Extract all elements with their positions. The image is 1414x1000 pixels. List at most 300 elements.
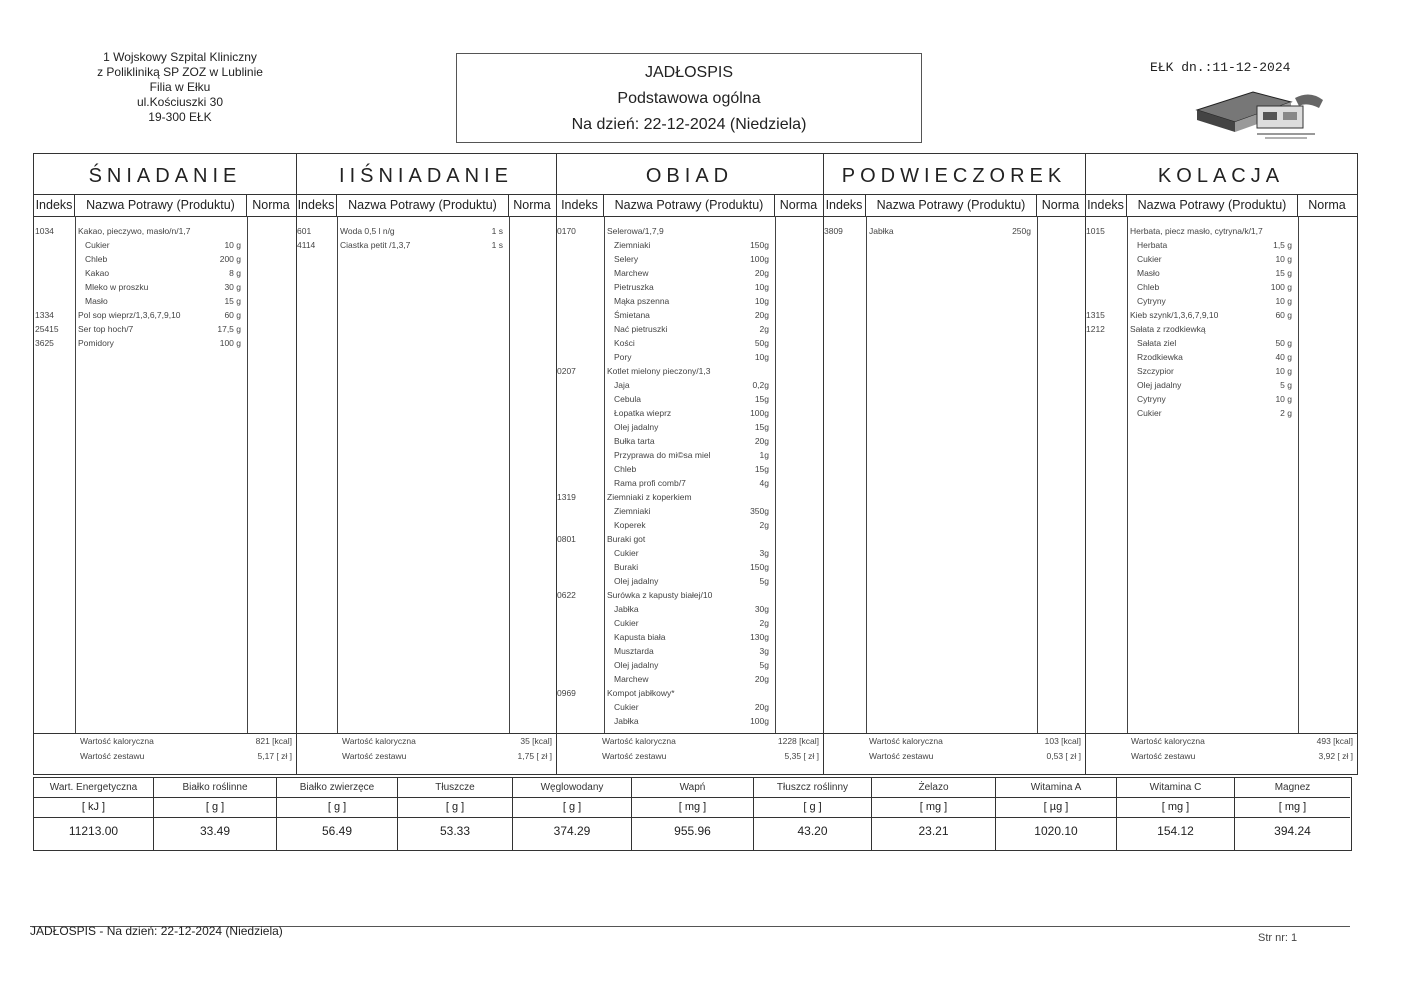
- row-index: 1212: [1086, 324, 1105, 334]
- menu-row: [556, 392, 823, 406]
- header-name: Nazwa Potrawy (Produktu): [866, 194, 1037, 216]
- row-index: 0622: [557, 590, 576, 600]
- row-name: Musztarda: [614, 646, 654, 656]
- nutrient-unit: [ mg ]: [1235, 798, 1350, 818]
- row-name: Kompot jabłkowy*: [607, 688, 675, 698]
- row-norm: 100 g: [1270, 282, 1292, 292]
- row-index: 0170: [557, 226, 576, 236]
- nutrient-name: Białko roślinne: [154, 778, 276, 798]
- meal-title: ŚNIADANIE: [34, 154, 296, 195]
- row-norm: 15g: [754, 394, 769, 404]
- row-norm: 150g: [750, 240, 769, 250]
- row-name: Kotlet mielony pieczony/1,3: [607, 366, 711, 376]
- row-norm: 100g: [750, 408, 769, 418]
- menu-row: [556, 224, 823, 238]
- row-name: Cukier: [1137, 254, 1162, 264]
- header-name: Nazwa Potrawy (Produktu): [604, 194, 775, 216]
- nutrient-name: Tłuszcz roślinny: [754, 778, 871, 798]
- row-name: Selery: [614, 254, 639, 264]
- header-norm: Norma: [1041, 198, 1080, 212]
- nutrient-unit: [ mg ]: [872, 798, 995, 818]
- header-index: Indeks: [823, 194, 866, 216]
- nutrient-name: Witamina C: [1117, 778, 1234, 798]
- meal-column: [34, 154, 297, 774]
- row-name: Ciastka petit /1,3,7: [340, 240, 411, 250]
- nutrient-value: 33.49: [199, 824, 231, 838]
- nutrition-cell: [632, 778, 754, 850]
- row-name: Kapusta biała: [614, 632, 666, 642]
- menu-row: [1085, 350, 1357, 364]
- hospital-line: Filia w Ełku: [149, 80, 211, 94]
- row-norm: 10g: [754, 352, 769, 362]
- row-name: Nać pietruszki: [614, 324, 668, 334]
- menu-row: [556, 518, 823, 532]
- cost-label: Wartość zestawu: [869, 751, 934, 761]
- kcal-label: Wartość kaloryczna: [869, 736, 943, 746]
- nutrient-value: 154.12: [1157, 824, 1194, 838]
- menu-row: [34, 252, 296, 266]
- meal-summary: [823, 733, 1085, 774]
- header-norm: Norma: [513, 198, 551, 212]
- title-box: [456, 53, 922, 143]
- menu-row: [1085, 280, 1357, 294]
- hospital-line: 19-300 EŁK: [148, 110, 212, 124]
- menu-row: [556, 308, 823, 322]
- kcal-value: 493 [kcal]: [1316, 736, 1353, 746]
- row-name: Łopatka wieprz: [614, 408, 672, 418]
- row-name: Jaja: [614, 380, 630, 390]
- menu-row: [556, 364, 823, 378]
- menu-row: [556, 294, 823, 308]
- menu-row: [296, 224, 556, 238]
- row-name: Cukier: [614, 702, 639, 712]
- row-name: Olej jadalny: [614, 422, 659, 432]
- column-headers: [1085, 194, 1357, 217]
- row-index: 4114: [297, 240, 316, 250]
- row-name: Pomidory: [78, 338, 114, 348]
- row-name: Kieb szynk/1,3,6,7,9,10: [1130, 310, 1219, 320]
- menu-row: [556, 406, 823, 420]
- nutrient-name: Węglowodany: [513, 778, 631, 798]
- row-name: Buraki got: [607, 534, 646, 544]
- column-headers: [823, 194, 1085, 217]
- nutrient-value: 53.33: [439, 824, 471, 838]
- row-name: Cukier: [614, 618, 639, 628]
- cost-value: 3,92 [ zł ]: [1318, 751, 1353, 761]
- footer-label: JADŁOSPIS - Na dzień: 22-12-2024 (Niedziela): [30, 924, 283, 938]
- row-index: 3809: [824, 226, 843, 236]
- header-name: Nazwa Potrawy (Produktu): [75, 194, 247, 216]
- nutrient-name: Wapń: [632, 778, 753, 798]
- row-index: 0801: [557, 534, 576, 544]
- row-index: 1319: [557, 492, 576, 502]
- meal-title: IIŚNIADANIE: [296, 154, 556, 195]
- header-name: Nazwa Potrawy (Produktu): [1127, 194, 1298, 216]
- menu-row: [1085, 322, 1357, 336]
- row-norm: 1g: [759, 450, 769, 460]
- menu-table: [33, 153, 1358, 775]
- row-name: Kakao, pieczywo, masło/n/1,7: [78, 226, 191, 236]
- row-name: Pol sop wieprz/1,3,6,7,9,10: [78, 310, 181, 320]
- row-name: Chleb: [614, 464, 637, 474]
- cost-label: Wartość zestawu: [342, 751, 407, 761]
- row-norm: 20g: [754, 674, 769, 684]
- header-norm: Norma: [779, 198, 818, 212]
- meal-title: KOLACJA: [1085, 154, 1357, 195]
- row-index: 1334: [35, 310, 54, 320]
- row-name: Woda 0,5 l n/g: [340, 226, 395, 236]
- kcal-label: Wartość kaloryczna: [342, 736, 416, 746]
- meal-title: PODWIECZOREK: [823, 154, 1085, 195]
- nutrient-value: 11213.00: [68, 824, 119, 838]
- nutrient-name: Magnez: [1235, 778, 1350, 798]
- nutrient-name: Białko zwierzęce: [277, 778, 397, 798]
- row-norm: 30 g: [224, 282, 241, 292]
- nutrition-cell: [872, 778, 996, 850]
- row-norm: 10g: [754, 282, 769, 292]
- document-title: JADŁOSPIS: [644, 64, 734, 81]
- row-index: 601: [297, 226, 312, 236]
- menu-row: [34, 238, 296, 252]
- row-name: Sałata z rzodkiewką: [1130, 324, 1206, 334]
- menu-row: [556, 630, 823, 644]
- kcal-label: Wartość kaloryczna: [1131, 736, 1205, 746]
- nutrient-value: 374.29: [553, 824, 591, 838]
- row-name: Chleb: [1137, 282, 1160, 292]
- row-norm: 0,2g: [752, 380, 769, 390]
- nutrient-unit: [ g ]: [277, 798, 397, 818]
- column-divider: [509, 216, 510, 734]
- row-name: Mleko w proszku: [85, 282, 149, 292]
- meal-summary: [1085, 733, 1357, 774]
- menu-row: [556, 350, 823, 364]
- row-name: Masło: [85, 296, 108, 306]
- menu-row: [556, 420, 823, 434]
- row-name: Szczypior: [1137, 366, 1174, 376]
- row-norm: 3g: [759, 646, 769, 656]
- row-norm: 2g: [759, 324, 769, 334]
- menu-row: [1085, 378, 1357, 392]
- row-name: Pory: [614, 352, 632, 362]
- menu-row: [556, 616, 823, 630]
- header-index: Indeks: [1085, 194, 1127, 216]
- row-norm: 1 s: [491, 240, 503, 250]
- menu-row: [296, 238, 556, 252]
- row-index: 0207: [557, 366, 576, 376]
- nutrition-cell: [34, 778, 154, 850]
- row-index: 1015: [1086, 226, 1105, 236]
- cost-value: 5,17 [ zł ]: [257, 751, 292, 761]
- row-name: Olej jadalny: [1137, 380, 1182, 390]
- menu-row: [556, 504, 823, 518]
- meal-column: [823, 154, 1086, 774]
- menu-row: [556, 574, 823, 588]
- column-headers: [34, 194, 296, 217]
- menu-row: [556, 252, 823, 266]
- row-name: Kości: [614, 338, 635, 348]
- cost-label: Wartość zestawu: [80, 751, 145, 761]
- menu-row: [34, 322, 296, 336]
- row-norm: 10 g: [1275, 394, 1292, 404]
- row-name: Mąka pszenna: [614, 296, 670, 306]
- cost-value: 1,75 [ zł ]: [517, 751, 552, 761]
- hospital-address: [60, 50, 300, 125]
- row-norm: 40 g: [1275, 352, 1292, 362]
- row-norm: 8 g: [229, 268, 241, 278]
- row-name: Jabłka: [614, 716, 639, 726]
- header-index: Indeks: [556, 194, 604, 216]
- row-name: Surówka z kapusty białej/10: [607, 590, 713, 600]
- nutrition-cell: [513, 778, 632, 850]
- row-norm: 200 g: [219, 254, 241, 264]
- printer-logo-icon: [1195, 88, 1325, 144]
- row-name: Śmietana: [614, 310, 650, 320]
- row-name: Przyprawa do mi©sa miel: [614, 450, 711, 460]
- nutrition-cell: [277, 778, 398, 850]
- row-norm: 3g: [759, 548, 769, 558]
- row-index: 1315: [1086, 310, 1105, 320]
- menu-row: [556, 322, 823, 336]
- row-norm: 15 g: [224, 296, 241, 306]
- menu-row: [1085, 406, 1357, 420]
- nutrition-cell: [398, 778, 513, 850]
- kcal-value: 821 [kcal]: [255, 736, 292, 746]
- meal-column: [1085, 154, 1357, 774]
- row-name: Selerowa/1,7,9: [607, 226, 664, 236]
- cost-label: Wartość zestawu: [602, 751, 667, 761]
- menu-row: [1085, 336, 1357, 350]
- row-name: Masło: [1137, 268, 1160, 278]
- menu-row: [556, 238, 823, 252]
- row-name: Cytryny: [1137, 394, 1166, 404]
- nutrition-cell: [754, 778, 872, 850]
- header-index: Indeks: [296, 194, 337, 216]
- row-norm: 5g: [759, 660, 769, 670]
- nutrition-cell: [1117, 778, 1235, 850]
- header-index: Indeks: [34, 194, 75, 216]
- meal-summary: [556, 733, 823, 774]
- row-name: Jabłka: [614, 604, 639, 614]
- kcal-value: 35 [kcal]: [520, 736, 552, 746]
- meal-summary: [34, 733, 296, 774]
- menu-row: [556, 602, 823, 616]
- menu-row: [1085, 308, 1357, 322]
- menu-row: [556, 546, 823, 560]
- menu-row: [1085, 392, 1357, 406]
- menu-row: [556, 532, 823, 546]
- menu-row: [556, 462, 823, 476]
- nutrient-value: 23.21: [918, 824, 949, 838]
- menu-row: [556, 588, 823, 602]
- column-headers: [296, 194, 556, 217]
- kcal-label: Wartość kaloryczna: [602, 736, 676, 746]
- row-name: Cytryny: [1137, 296, 1166, 306]
- row-name: Jabłka: [869, 226, 894, 236]
- row-norm: 20g: [754, 268, 769, 278]
- row-name: Olej jadalny: [614, 660, 659, 670]
- row-name: Rzodkiewka: [1137, 352, 1183, 362]
- row-norm: 10 g: [224, 240, 241, 250]
- row-norm: 130g: [750, 632, 769, 642]
- kcal-label: Wartość kaloryczna: [80, 736, 154, 746]
- nutrient-name: Żelazo: [872, 778, 995, 798]
- row-norm: 10 g: [1275, 296, 1292, 306]
- menu-row: [556, 672, 823, 686]
- nutrient-unit: [ kJ ]: [34, 798, 153, 818]
- row-name: Kakao: [85, 268, 110, 278]
- row-name: Ziemniaki z koperkiem: [607, 492, 692, 502]
- row-norm: 100g: [750, 254, 769, 264]
- meal-column: [556, 154, 824, 774]
- row-name: Ziemniaki: [614, 240, 651, 250]
- row-index: 0969: [557, 688, 576, 698]
- nutrient-value: 394.24: [1274, 824, 1311, 838]
- row-name: Bułka tarta: [614, 436, 655, 446]
- menu-row: [556, 280, 823, 294]
- row-norm: 15g: [754, 422, 769, 432]
- hospital-line: 1 Wojskowy Szpital Kliniczny: [103, 50, 257, 64]
- row-name: Ser top hoch/7: [78, 324, 134, 334]
- nutrient-value: 56.49: [321, 824, 353, 838]
- kcal-value: 103 [kcal]: [1044, 736, 1081, 746]
- menu-row: [556, 476, 823, 490]
- row-norm: 10g: [754, 296, 769, 306]
- nutrient-unit: [ g ]: [754, 798, 871, 818]
- menu-row: [556, 714, 823, 728]
- row-norm: 100 g: [219, 338, 241, 348]
- nutrient-unit: [ g ]: [398, 798, 512, 818]
- row-name: Buraki: [614, 562, 639, 572]
- row-index: 1034: [35, 226, 54, 236]
- nutrient-unit: [ g ]: [154, 798, 276, 818]
- row-norm: 50g: [754, 338, 769, 348]
- nutrient-name: Witamina A: [996, 778, 1116, 798]
- nutrient-unit: [ µg ]: [996, 798, 1116, 818]
- row-name: Chleb: [85, 254, 108, 264]
- row-name: Marchew: [614, 268, 649, 278]
- cost-value: 0,53 [ zł ]: [1046, 751, 1081, 761]
- row-norm: 20g: [754, 310, 769, 320]
- nutrient-name: Tłuszcze: [398, 778, 512, 798]
- nutrient-unit: [ mg ]: [1117, 798, 1234, 818]
- row-name: Herbata: [1137, 240, 1168, 250]
- row-norm: 20g: [754, 436, 769, 446]
- row-norm: 350g: [750, 506, 769, 516]
- hospital-line: ul.Kościuszki 30: [136, 95, 224, 109]
- row-norm: 50 g: [1275, 338, 1292, 348]
- row-name: Cebula: [614, 394, 641, 404]
- nutrition-cell: [996, 778, 1117, 850]
- menu-row: [1085, 364, 1357, 378]
- row-name: Rama profi comb/7: [614, 478, 686, 488]
- row-name: Cukier: [85, 240, 110, 250]
- row-norm: 17,5 g: [217, 324, 241, 334]
- menu-date: Na dzień: 22-12-2024 (Niedziela): [571, 116, 807, 133]
- menu-row: [556, 686, 823, 700]
- row-norm: 5 g: [1280, 380, 1292, 390]
- column-divider: [1037, 216, 1038, 734]
- menu-row: [556, 448, 823, 462]
- menu-row: [556, 560, 823, 574]
- menu-row: [556, 644, 823, 658]
- menu-row: [1085, 238, 1357, 252]
- row-index: 3625: [35, 338, 54, 348]
- menu-row: [34, 266, 296, 280]
- nutrient-unit: [ g ]: [513, 798, 631, 818]
- menu-row: [34, 308, 296, 322]
- menu-row: [34, 336, 296, 350]
- menu-row: [556, 266, 823, 280]
- row-name: Pietruszka: [614, 282, 654, 292]
- row-name: Ziemniaki: [614, 506, 651, 516]
- menu-row: [556, 658, 823, 672]
- row-norm: 10 g: [1275, 366, 1292, 376]
- row-norm: 60 g: [224, 310, 241, 320]
- row-norm: 5g: [759, 576, 769, 586]
- nutrient-value: 1020.10: [1034, 824, 1078, 838]
- nutrition-table: [33, 777, 1352, 851]
- menu-row: [1085, 266, 1357, 280]
- row-name: Cukier: [1137, 408, 1162, 418]
- row-norm: 1,5 g: [1273, 240, 1292, 250]
- menu-row: [1085, 224, 1357, 238]
- row-index: 25415: [35, 324, 59, 334]
- meal-summary: [296, 733, 556, 774]
- column-headers: [556, 194, 823, 217]
- nutrient-unit: [ mg ]: [632, 798, 753, 818]
- row-name: Koperek: [614, 520, 646, 530]
- menu-row: [34, 280, 296, 294]
- row-name: Sałata ziel: [1137, 338, 1177, 348]
- row-name: Olej jadalny: [614, 576, 659, 586]
- menu-row: [556, 336, 823, 350]
- menu-row: [556, 490, 823, 504]
- hospital-line: z Polikliniką SP ZOZ w Lublinie: [97, 65, 263, 79]
- page-number: Str nr: 1: [1258, 932, 1298, 944]
- cost-label: Wartość zestawu: [1131, 751, 1196, 761]
- row-norm: 15g: [754, 464, 769, 474]
- header-name: Nazwa Potrawy (Produktu): [337, 194, 509, 216]
- cost-value: 5,35 [ zł ]: [784, 751, 819, 761]
- column-divider: [337, 216, 338, 734]
- kcal-value: 1228 [kcal]: [777, 736, 819, 746]
- menu-row: [34, 294, 296, 308]
- nutrient-value: 43.20: [797, 824, 828, 838]
- meal-title: OBIAD: [556, 154, 823, 195]
- nutrition-cell: [154, 778, 277, 850]
- row-norm: 100g: [750, 716, 769, 726]
- row-name: Herbata, piecz masło, cytryna/k/1,7: [1130, 226, 1263, 236]
- row-norm: 250g: [1012, 226, 1031, 236]
- row-norm: 2g: [759, 520, 769, 530]
- row-norm: 60 g: [1275, 310, 1292, 320]
- row-norm: 4g: [759, 478, 769, 488]
- nutrient-name: Wart. Energetyczna: [34, 778, 153, 798]
- row-name: Marchew: [614, 674, 649, 684]
- row-norm: 10 g: [1275, 254, 1292, 264]
- header-norm: Norma: [252, 198, 290, 212]
- row-norm: 30g: [754, 604, 769, 614]
- header-norm: Norma: [1308, 198, 1346, 212]
- row-norm: 2 g: [1280, 408, 1292, 418]
- menu-row: [1085, 294, 1357, 308]
- row-norm: 15 g: [1275, 268, 1292, 278]
- nutrition-cell: [1235, 778, 1350, 850]
- row-norm: 150g: [750, 562, 769, 572]
- row-norm: 20g: [754, 702, 769, 712]
- menu-row: [34, 224, 296, 238]
- row-norm: 2g: [759, 618, 769, 628]
